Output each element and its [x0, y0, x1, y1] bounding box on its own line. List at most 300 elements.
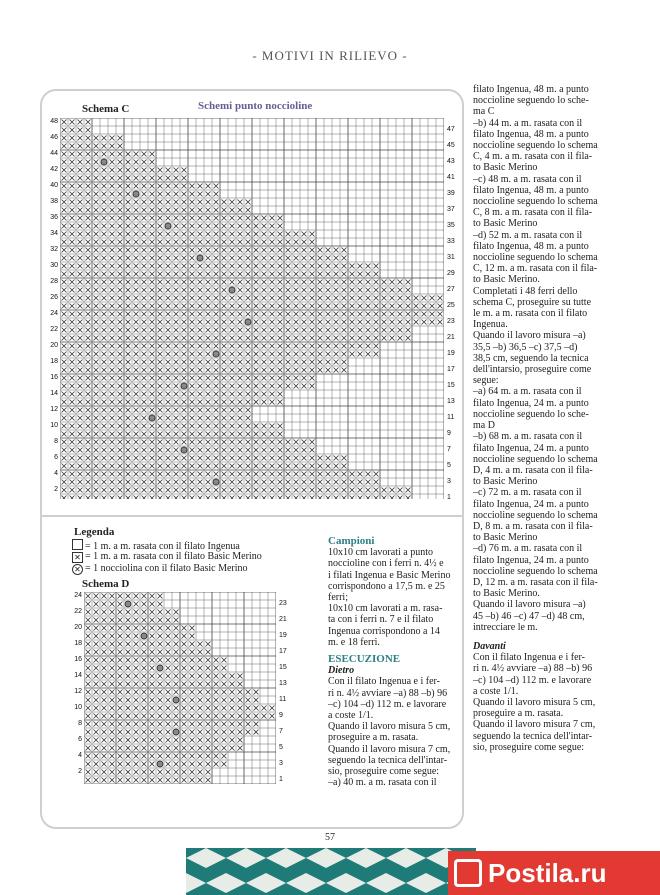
- merino-stitch-mark: [94, 440, 99, 445]
- merino-stitch-mark: [182, 464, 187, 469]
- merino-stitch-mark: [246, 448, 251, 453]
- merino-stitch-mark: [158, 472, 163, 477]
- merino-stitch-mark: [78, 248, 83, 253]
- merino-stitch-mark: [334, 328, 339, 333]
- merino-stitch-mark: [390, 488, 395, 493]
- merino-stitch-mark: [182, 328, 187, 333]
- merino-stitch-mark: [214, 714, 219, 719]
- merino-stitch-mark: [110, 224, 115, 229]
- merino-stitch-mark: [86, 650, 91, 655]
- merino-stitch-mark: [166, 368, 171, 373]
- merino-stitch-mark: [166, 240, 171, 245]
- merino-stitch-mark: [278, 376, 283, 381]
- merino-stitch-mark: [230, 392, 235, 397]
- merino-stitch-mark: [366, 320, 371, 325]
- merino-stitch-mark: [294, 496, 299, 500]
- merino-stitch-mark: [174, 778, 179, 783]
- merino-stitch-mark: [398, 328, 403, 333]
- merino-stitch-mark: [118, 312, 123, 317]
- merino-stitch-mark: [262, 344, 267, 349]
- merino-stitch-mark: [86, 128, 91, 133]
- merino-stitch-mark: [134, 618, 139, 623]
- merino-stitch-mark: [158, 610, 163, 615]
- merino-stitch-mark: [110, 296, 115, 301]
- merino-stitch-mark: [94, 722, 99, 727]
- merino-stitch-mark: [70, 232, 75, 237]
- merino-stitch-mark: [222, 264, 227, 269]
- merino-stitch-mark: [198, 778, 203, 783]
- merino-stitch-mark: [174, 400, 179, 405]
- merino-stitch-mark: [174, 344, 179, 349]
- merino-stitch-mark: [238, 424, 243, 429]
- merino-stitch-mark: [206, 754, 211, 759]
- merino-stitch-mark: [246, 690, 251, 695]
- merino-stitch-mark: [198, 352, 203, 357]
- merino-stitch-mark: [62, 376, 67, 381]
- merino-stitch-mark: [62, 480, 67, 485]
- merino-stitch-mark: [230, 328, 235, 333]
- merino-stitch-mark: [134, 594, 139, 599]
- merino-stitch-mark: [270, 344, 275, 349]
- merino-stitch-mark: [150, 618, 155, 623]
- merino-stitch-mark: [158, 296, 163, 301]
- merino-stitch-mark: [302, 384, 307, 389]
- merino-stitch-mark: [70, 408, 75, 413]
- merino-stitch-mark: [150, 232, 155, 237]
- merino-stitch-mark: [86, 714, 91, 719]
- watermark-banner[interactable]: [448, 851, 660, 895]
- merino-stitch-mark: [110, 626, 115, 631]
- merino-stitch-mark: [158, 288, 163, 293]
- merino-stitch-mark: [94, 360, 99, 365]
- merino-stitch-mark: [182, 216, 187, 221]
- merino-stitch-mark: [110, 392, 115, 397]
- merino-stitch-mark: [222, 730, 227, 735]
- merino-stitch-mark: [142, 730, 147, 735]
- merino-stitch-mark: [190, 448, 195, 453]
- merino-stitch-mark: [134, 352, 139, 357]
- merino-stitch-mark: [174, 352, 179, 357]
- merino-stitch-mark: [62, 344, 67, 349]
- merino-stitch-mark: [62, 440, 67, 445]
- text-line: a coste 1/1.: [328, 710, 374, 722]
- merino-stitch-mark: [134, 360, 139, 365]
- merino-stitch-mark: [126, 176, 131, 181]
- merino-stitch-mark: [166, 650, 171, 655]
- merino-stitch-mark: [102, 634, 107, 639]
- merino-stitch-mark: [158, 376, 163, 381]
- merino-stitch-mark: [102, 456, 107, 461]
- merino-stitch-mark: [150, 602, 155, 607]
- merino-stitch-mark: [166, 184, 171, 189]
- merino-stitch-mark: [286, 248, 291, 253]
- merino-stitch-mark: [214, 184, 219, 189]
- merino-stitch-mark: [134, 240, 139, 245]
- merino-stitch-mark: [102, 280, 107, 285]
- merino-stitch-mark: [278, 232, 283, 237]
- merino-stitch-mark: [118, 480, 123, 485]
- merino-stitch-mark: [102, 626, 107, 631]
- merino-stitch-mark: [230, 472, 235, 477]
- merino-stitch-mark: [158, 208, 163, 213]
- merino-stitch-mark: [398, 320, 403, 325]
- merino-stitch-mark: [110, 360, 115, 365]
- merino-stitch-mark: [150, 706, 155, 711]
- merino-stitch-mark: [326, 256, 331, 261]
- text-line: to Basic Merino: [473, 218, 538, 230]
- merino-stitch-mark: [334, 312, 339, 317]
- merino-stitch-mark: [318, 248, 323, 253]
- merino-stitch-mark: [110, 304, 115, 309]
- merino-stitch-mark: [86, 232, 91, 237]
- merino-stitch-mark: [86, 674, 91, 679]
- merino-stitch-mark: [302, 272, 307, 277]
- merino-stitch-mark: [270, 264, 275, 269]
- row-number: 12: [74, 688, 82, 695]
- merino-stitch-mark: [150, 722, 155, 727]
- merino-stitch-mark: [254, 224, 259, 229]
- merino-stitch-mark: [134, 690, 139, 695]
- merino-stitch-mark: [158, 618, 163, 623]
- merino-stitch-mark: [190, 192, 195, 197]
- merino-stitch-mark: [198, 738, 203, 743]
- merino-stitch-mark: [94, 674, 99, 679]
- nocciolina-mark: [181, 383, 187, 389]
- merino-stitch-mark: [166, 762, 171, 767]
- merino-stitch-mark: [214, 344, 219, 349]
- merino-stitch-mark: [190, 200, 195, 205]
- merino-stitch-mark: [214, 384, 219, 389]
- merino-stitch-mark: [102, 488, 107, 493]
- merino-stitch-mark: [278, 336, 283, 341]
- merino-stitch-mark: [134, 746, 139, 751]
- merino-stitch-mark: [230, 698, 235, 703]
- merino-stitch-mark: [214, 698, 219, 703]
- merino-stitch-mark: [94, 176, 99, 181]
- schema-d-grid: [84, 592, 276, 784]
- merino-stitch-mark: [182, 288, 187, 293]
- merino-stitch-mark: [134, 770, 139, 775]
- merino-stitch-mark: [166, 208, 171, 213]
- merino-stitch-mark: [142, 642, 147, 647]
- merino-stitch-mark: [150, 658, 155, 663]
- row-number: 27: [447, 286, 455, 293]
- empty-square-icon: [72, 539, 83, 550]
- nocciolina-mark: [125, 601, 131, 607]
- merino-stitch-mark: [62, 432, 67, 437]
- merino-stitch-mark: [158, 754, 163, 759]
- merino-stitch-mark: [206, 384, 211, 389]
- merino-stitch-mark: [262, 472, 267, 477]
- merino-stitch-mark: [182, 754, 187, 759]
- merino-stitch-mark: [182, 762, 187, 767]
- merino-stitch-mark: [294, 472, 299, 477]
- merino-stitch-mark: [94, 754, 99, 759]
- merino-stitch-mark: [166, 472, 171, 477]
- merino-stitch-mark: [238, 472, 243, 477]
- merino-stitch-mark: [142, 280, 147, 285]
- merino-stitch-mark: [94, 216, 99, 221]
- text-line: D, 4 m. a m. rasata con il fila-: [473, 464, 593, 476]
- merino-stitch-mark: [166, 706, 171, 711]
- text-line: to Basic Merino: [473, 532, 538, 544]
- merino-stitch-mark: [118, 416, 123, 421]
- merino-stitch-mark: [78, 336, 83, 341]
- merino-stitch-mark: [102, 344, 107, 349]
- merino-stitch-mark: [334, 272, 339, 277]
- merino-stitch-mark: [86, 200, 91, 205]
- merino-stitch-mark: [398, 288, 403, 293]
- merino-stitch-mark: [182, 368, 187, 373]
- merino-stitch-mark: [118, 368, 123, 373]
- merino-stitch-mark: [222, 762, 227, 767]
- merino-stitch-mark: [94, 770, 99, 775]
- merino-stitch-mark: [158, 634, 163, 639]
- merino-stitch-mark: [102, 288, 107, 293]
- merino-stitch-mark: [126, 352, 131, 357]
- merino-stitch-mark: [278, 224, 283, 229]
- merino-stitch-mark: [166, 360, 171, 365]
- merino-stitch-mark: [142, 360, 147, 365]
- merino-stitch-mark: [222, 706, 227, 711]
- merino-stitch-mark: [262, 280, 267, 285]
- merino-stitch-mark: [214, 240, 219, 245]
- merino-stitch-mark: [358, 496, 363, 500]
- merino-stitch-mark: [222, 754, 227, 759]
- merino-stitch-mark: [222, 256, 227, 261]
- merino-stitch-mark: [230, 674, 235, 679]
- merino-stitch-mark: [86, 682, 91, 687]
- merino-stitch-mark: [166, 176, 171, 181]
- merino-stitch-mark: [206, 698, 211, 703]
- merino-stitch-mark: [142, 256, 147, 261]
- merino-stitch-mark: [222, 304, 227, 309]
- merino-stitch-mark: [214, 464, 219, 469]
- row-number: 13: [447, 398, 455, 405]
- merino-stitch-mark: [254, 368, 259, 373]
- merino-stitch-mark: [70, 352, 75, 357]
- merino-stitch-mark: [126, 208, 131, 213]
- merino-stitch-mark: [214, 658, 219, 663]
- merino-stitch-mark: [310, 440, 315, 445]
- merino-stitch-mark: [214, 264, 219, 269]
- merino-stitch-mark: [118, 168, 123, 173]
- merino-stitch-mark: [78, 240, 83, 245]
- merino-stitch-mark: [222, 698, 227, 703]
- merino-stitch-mark: [166, 730, 171, 735]
- row-number: 38: [50, 198, 58, 205]
- merino-stitch-mark: [86, 328, 91, 333]
- merino-stitch-mark: [78, 496, 83, 500]
- merino-stitch-mark: [174, 216, 179, 221]
- merino-stitch-mark: [142, 320, 147, 325]
- row-number: 12: [50, 406, 58, 413]
- merino-stitch-mark: [222, 280, 227, 285]
- merino-stitch-mark: [262, 328, 267, 333]
- merino-stitch-mark: [102, 304, 107, 309]
- merino-stitch-mark: [86, 192, 91, 197]
- merino-stitch-mark: [102, 746, 107, 751]
- merino-stitch-mark: [126, 626, 131, 631]
- merino-stitch-mark: [278, 304, 283, 309]
- text-line: filato Ingenua, 24 m. a punto: [473, 397, 589, 409]
- circled-cross-icon: ✕: [72, 564, 83, 575]
- merino-stitch-mark: [118, 738, 123, 743]
- merino-stitch-mark: [62, 320, 67, 325]
- merino-stitch-mark: [230, 336, 235, 341]
- merino-stitch-mark: [166, 288, 171, 293]
- merino-stitch-mark: [126, 754, 131, 759]
- merino-stitch-mark: [286, 464, 291, 469]
- merino-stitch-mark: [174, 336, 179, 341]
- merino-stitch-mark: [126, 408, 131, 413]
- merino-stitch-mark: [198, 224, 203, 229]
- merino-stitch-mark: [302, 496, 307, 500]
- merino-stitch-mark: [214, 272, 219, 277]
- text-line: –c) 72 m. a m. rasata con il: [473, 487, 582, 499]
- nocciolina-mark: [157, 761, 163, 767]
- merino-stitch-mark: [390, 312, 395, 317]
- merino-stitch-mark: [110, 408, 115, 413]
- merino-stitch-mark: [174, 288, 179, 293]
- merino-stitch-mark: [214, 360, 219, 365]
- merino-stitch-mark: [78, 328, 83, 333]
- merino-stitch-mark: [78, 168, 83, 173]
- text-line: Con il filato Ingenua e i fer-: [328, 676, 440, 688]
- right-body: [473, 84, 603, 633]
- row-number: 20: [74, 624, 82, 631]
- merino-stitch-mark: [126, 722, 131, 727]
- merino-stitch-mark: [294, 240, 299, 245]
- merino-stitch-mark: [430, 312, 435, 317]
- merino-stitch-mark: [174, 722, 179, 727]
- row-number: 22: [50, 326, 58, 333]
- merino-stitch-mark: [94, 168, 99, 173]
- merino-stitch-mark: [78, 144, 83, 149]
- page-number: 57: [325, 832, 335, 843]
- legend-item-nocciolina: [72, 563, 248, 575]
- merino-stitch-mark: [110, 762, 115, 767]
- merino-stitch-mark: [238, 448, 243, 453]
- merino-stitch-mark: [142, 456, 147, 461]
- merino-stitch-mark: [118, 296, 123, 301]
- merino-stitch-mark: [142, 240, 147, 245]
- merino-stitch-mark: [198, 682, 203, 687]
- merino-stitch-mark: [158, 778, 163, 783]
- merino-stitch-mark: [278, 272, 283, 277]
- merino-stitch-mark: [238, 738, 243, 743]
- merino-stitch-mark: [318, 360, 323, 365]
- merino-stitch-mark: [166, 448, 171, 453]
- merino-stitch-mark: [142, 682, 147, 687]
- text-line: noccioline seguendo lo schema: [473, 565, 598, 577]
- merino-stitch-mark: [166, 754, 171, 759]
- merino-stitch-mark: [294, 280, 299, 285]
- davanti-title: Davanti: [473, 640, 506, 652]
- row-number: 15: [447, 382, 455, 389]
- row-number: 10: [50, 422, 58, 429]
- merino-stitch-mark: [110, 642, 115, 647]
- merino-stitch-mark: [246, 480, 251, 485]
- merino-stitch-mark: [278, 344, 283, 349]
- merino-stitch-mark: [382, 296, 387, 301]
- merino-stitch-mark: [110, 770, 115, 775]
- merino-stitch-mark: [86, 618, 91, 623]
- merino-stitch-mark: [238, 392, 243, 397]
- merino-stitch-mark: [374, 312, 379, 317]
- row-number: 40: [50, 182, 58, 189]
- merino-stitch-mark: [78, 320, 83, 325]
- merino-stitch-mark: [150, 336, 155, 341]
- merino-stitch-mark: [302, 368, 307, 373]
- merino-stitch-mark: [70, 376, 75, 381]
- merino-stitch-mark: [198, 424, 203, 429]
- merino-stitch-mark: [166, 682, 171, 687]
- merino-stitch-mark: [86, 762, 91, 767]
- merino-stitch-mark: [134, 248, 139, 253]
- merino-stitch-mark: [166, 264, 171, 269]
- merino-stitch-mark: [62, 184, 67, 189]
- merino-stitch-mark: [350, 336, 355, 341]
- merino-stitch-mark: [78, 368, 83, 373]
- merino-stitch-mark: [110, 730, 115, 735]
- row-number: 43: [447, 158, 455, 165]
- merino-stitch-mark: [102, 650, 107, 655]
- merino-stitch-mark: [182, 416, 187, 421]
- merino-stitch-mark: [142, 618, 147, 623]
- merino-stitch-mark: [262, 706, 267, 711]
- merino-stitch-mark: [278, 424, 283, 429]
- merino-stitch-mark: [142, 432, 147, 437]
- merino-stitch-mark: [238, 376, 243, 381]
- merino-stitch-mark: [134, 184, 139, 189]
- merino-stitch-mark: [158, 416, 163, 421]
- merino-stitch-mark: [230, 408, 235, 413]
- merino-stitch-mark: [126, 296, 131, 301]
- merino-stitch-mark: [134, 634, 139, 639]
- merino-stitch-mark: [214, 722, 219, 727]
- merino-stitch-mark: [158, 328, 163, 333]
- merino-stitch-mark: [246, 440, 251, 445]
- merino-stitch-mark: [238, 296, 243, 301]
- merino-stitch-mark: [158, 168, 163, 173]
- merino-stitch-mark: [286, 344, 291, 349]
- merino-stitch-mark: [118, 610, 123, 615]
- merino-stitch-mark: [150, 626, 155, 631]
- merino-stitch-mark: [182, 240, 187, 245]
- merino-stitch-mark: [326, 288, 331, 293]
- merino-stitch-mark: [102, 424, 107, 429]
- merino-stitch-mark: [174, 360, 179, 365]
- merino-stitch-mark: [238, 208, 243, 213]
- merino-stitch-mark: [142, 602, 147, 607]
- merino-stitch-mark: [310, 288, 315, 293]
- merino-stitch-mark: [118, 762, 123, 767]
- merino-stitch-mark: [246, 456, 251, 461]
- merino-stitch-mark: [118, 360, 123, 365]
- merino-stitch-mark: [214, 400, 219, 405]
- merino-stitch-mark: [166, 714, 171, 719]
- merino-stitch-mark: [150, 448, 155, 453]
- merino-stitch-mark: [326, 464, 331, 469]
- merino-stitch-mark: [270, 456, 275, 461]
- merino-stitch-mark: [230, 496, 235, 500]
- merino-stitch-mark: [198, 448, 203, 453]
- merino-stitch-mark: [310, 248, 315, 253]
- merino-stitch-mark: [134, 762, 139, 767]
- merino-stitch-mark: [174, 746, 179, 751]
- merino-stitch-mark: [238, 264, 243, 269]
